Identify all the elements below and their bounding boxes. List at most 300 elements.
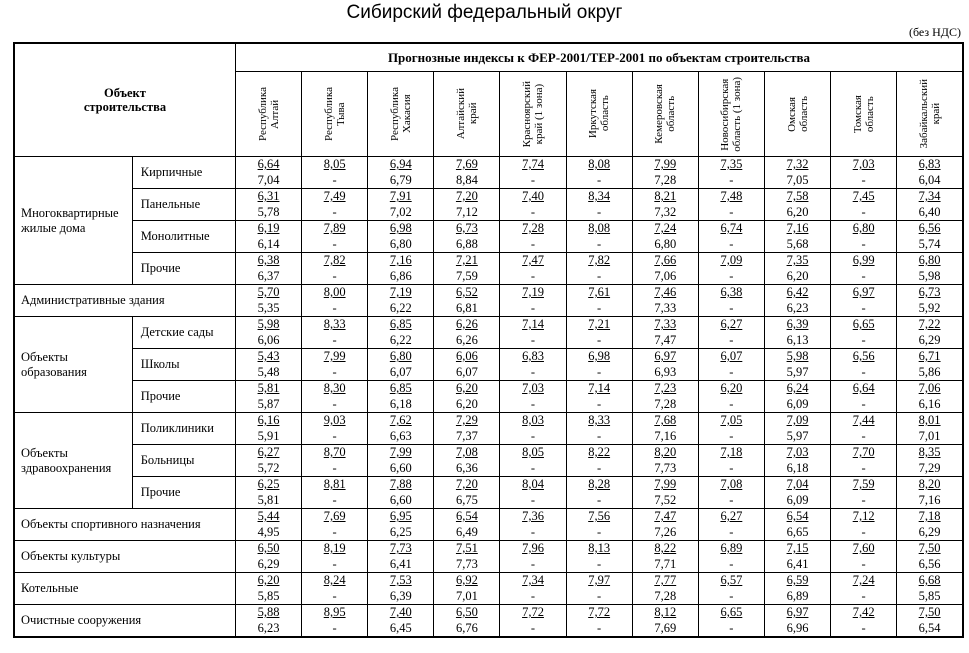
index-value-cell [500,509,566,541]
index-value-cell [566,573,632,605]
index-value-primary: 6,19 [257,221,280,235]
index-value-secondary: 5,97 [786,428,809,443]
index-value-cell [368,285,434,317]
group-header: Прогнозные индексы к ФЕР-2001/ТЕР-2001 по объектам строительства [235,43,963,72]
index-value-cell [698,381,764,413]
index-value-secondary: 6,75 [455,492,478,507]
index-value-secondary: - [861,460,866,475]
index-value-cell [235,317,301,349]
index-value-cell [764,221,830,253]
index-value-cell [566,285,632,317]
region-label: Алтайский край [454,88,479,140]
index-value-secondary: 6,80 [389,236,412,251]
index-value-secondary: 6,25 [389,524,412,539]
index-value-secondary: 6,63 [389,428,412,443]
index-value-secondary: - [597,620,602,635]
table-row [14,605,963,638]
index-value-cell [235,573,301,605]
index-value-secondary: 6,76 [455,620,478,635]
index-value-cell [897,509,963,541]
index-value-cell [500,445,566,477]
region-label: Кемеровская область [653,84,678,144]
category-cell: Объекты образования [14,317,132,413]
table-row [14,445,963,477]
index-value-primary: 8,00 [323,285,346,299]
index-value-cell [235,349,301,381]
index-value-cell [500,285,566,317]
index-value-cell [302,413,368,445]
index-value-secondary: - [729,428,734,443]
index-value-primary: 7,09 [720,253,743,267]
index-value-secondary: - [861,556,866,571]
index-value-secondary: 7,28 [654,396,677,411]
index-value-primary: 6,95 [389,509,412,523]
index-value-cell [368,413,434,445]
index-value-primary: 7,47 [654,509,677,523]
index-value-secondary: 4,95 [257,524,280,539]
index-value-primary: 7,35 [786,253,809,267]
index-value-cell [566,445,632,477]
index-value-cell [235,381,301,413]
index-value-secondary: 7,33 [654,300,677,315]
index-value-cell [764,509,830,541]
index-value-primary: 7,58 [786,189,809,203]
index-value-secondary: 7,28 [654,172,677,187]
index-value-secondary: 7,02 [389,204,412,219]
region-header [632,72,698,157]
index-value-primary: 7,19 [389,285,412,299]
index-value-cell [698,605,764,638]
index-value-secondary: 5,85 [918,588,941,603]
index-value-cell [831,285,897,317]
index-value-primary: 7,20 [455,189,478,203]
index-value-primary: 7,29 [455,413,478,427]
table-row [14,509,963,541]
index-value-cell [764,349,830,381]
index-value-cell [368,349,434,381]
index-value-primary: 8,95 [323,605,346,619]
index-value-cell [698,349,764,381]
index-value-primary: 8,01 [918,413,941,427]
index-value-cell [566,509,632,541]
index-value-primary: 7,61 [588,285,611,299]
index-value-cell [897,541,963,573]
index-value-secondary: 8,84 [455,172,478,187]
index-value-secondary: 6,81 [455,300,478,315]
index-value-secondary: 7,12 [455,204,478,219]
index-value-cell [302,189,368,221]
index-value-secondary: - [861,588,866,603]
index-value-primary: 7,53 [389,573,412,587]
index-value-primary: 6,27 [720,509,743,523]
index-value-secondary: 6,56 [918,556,941,571]
category-cell: Котельные [14,573,235,605]
index-value-secondary: - [729,556,734,571]
index-value-cell [764,189,830,221]
index-value-cell [235,221,301,253]
index-value-secondary: 5,98 [918,268,941,283]
index-value-primary: 6,80 [918,253,941,267]
index-value-primary: 7,08 [720,477,743,491]
index-value-cell [434,573,500,605]
index-value-primary: 6,50 [455,605,478,619]
index-value-secondary: - [729,204,734,219]
index-value-secondary: - [332,268,337,283]
index-value-primary: 7,62 [389,413,412,427]
index-value-primary: 7,21 [588,317,611,331]
index-value-cell [302,349,368,381]
index-value-secondary: 5,87 [257,396,280,411]
index-value-primary: 7,16 [786,221,809,235]
index-value-cell [566,253,632,285]
index-value-cell [368,221,434,253]
index-value-secondary: - [597,396,602,411]
index-value-primary: 6,73 [918,285,941,299]
index-value-primary: 7,21 [455,253,478,267]
index-value-primary: 7,08 [455,445,478,459]
index-value-primary: 7,35 [720,157,743,171]
index-value-primary: 8,13 [588,541,611,555]
index-value-cell [235,541,301,573]
table-row [14,573,963,605]
index-value-cell [302,477,368,509]
index-value-secondary: 6,65 [786,524,809,539]
index-value-primary: 7,44 [852,413,875,427]
index-value-cell [434,541,500,573]
index-value-primary: 7,20 [455,477,478,491]
region-header [500,72,566,157]
index-value-cell [434,381,500,413]
index-value-secondary: 6,13 [786,332,809,347]
index-value-cell [235,253,301,285]
index-value-secondary: - [530,492,536,507]
index-value-primary: 7,51 [455,541,478,555]
index-value-secondary: - [332,428,337,443]
index-value-secondary: 5,72 [257,460,280,475]
index-value-cell [698,445,764,477]
index-value-primary: 7,70 [852,445,875,459]
index-value-cell [368,509,434,541]
index-value-cell [302,605,368,638]
index-value-secondary: - [729,364,734,379]
index-value-secondary: - [530,588,536,603]
index-value-secondary: 6,07 [455,364,478,379]
index-value-secondary: 6,89 [786,588,809,603]
index-value-primary: 6,97 [654,349,677,363]
index-value-secondary: - [597,492,602,507]
index-value-cell [500,477,566,509]
index-value-secondary: - [597,460,602,475]
index-value-secondary: 7,01 [918,428,941,443]
index-value-primary: 7,03 [522,381,544,395]
index-value-primary: 8,34 [588,189,611,203]
index-value-secondary: 7,73 [654,460,677,475]
index-value-secondary: 5,97 [786,364,809,379]
index-value-cell [235,509,301,541]
index-value-primary: 7,74 [522,157,544,171]
index-value-cell [897,381,963,413]
index-value-secondary: 7,37 [455,428,478,443]
index-value-cell [831,221,897,253]
index-value-cell [368,445,434,477]
index-value-primary: 8,21 [654,189,677,203]
index-value-secondary: 5,91 [257,428,280,443]
index-value-cell [434,317,500,349]
index-value-secondary: - [861,204,866,219]
index-value-cell [500,413,566,445]
index-value-secondary: - [597,332,602,347]
index-value-primary: 6,54 [786,509,809,523]
index-value-primary: 6,38 [257,253,280,267]
index-value-primary: 7,99 [654,157,677,171]
subcategory-cell: Школы [132,349,235,381]
index-value-secondary: - [332,588,337,603]
index-value-primary: 6,20 [257,573,280,587]
index-value-cell [368,317,434,349]
index-value-cell [434,157,500,189]
index-value-secondary: 6,06 [257,332,280,347]
region-header [434,72,500,157]
region-label: Новосибирская область (1 зона) [719,76,744,152]
index-value-primary: 7,09 [786,413,809,427]
index-value-secondary: - [597,428,602,443]
index-value-cell [764,285,830,317]
index-value-secondary: 5,35 [257,300,280,315]
index-value-cell [500,189,566,221]
index-value-primary: 7,66 [654,253,677,267]
region-header [302,72,368,157]
index-value-cell [235,445,301,477]
index-value-primary: 8,04 [522,477,544,491]
index-value-secondary: - [530,620,536,635]
index-value-secondary: - [530,396,536,411]
index-value-primary: 7,18 [720,445,743,459]
index-value-secondary: 5,92 [918,300,941,315]
index-value-cell [500,221,566,253]
index-value-cell [302,573,368,605]
index-value-secondary: - [530,332,536,347]
index-value-primary: 6,07 [720,349,743,363]
index-value-cell [632,541,698,573]
index-value-secondary: - [597,556,602,571]
index-value-secondary: 6,07 [389,364,412,379]
index-value-cell [434,189,500,221]
index-value-primary: 5,44 [257,509,280,523]
index-value-primary: 5,98 [786,349,809,363]
index-value-cell [897,317,963,349]
index-value-cell [632,605,698,638]
index-value-secondary: 7,52 [654,492,677,507]
index-value-cell [632,221,698,253]
index-value-cell [831,381,897,413]
index-value-secondary: 6,49 [455,524,478,539]
index-value-secondary: - [597,172,602,187]
index-value-secondary: - [530,236,536,251]
subcategory-cell: Кирпичные [132,157,235,189]
index-value-secondary: - [530,172,536,187]
index-value-secondary: - [530,524,536,539]
index-value-secondary: 7,59 [455,268,478,283]
table-row [14,381,963,413]
index-value-cell [764,413,830,445]
index-value-primary: 7,24 [852,573,875,587]
index-value-cell [566,189,632,221]
index-value-secondary: 6,26 [455,332,478,347]
index-value-cell [500,349,566,381]
index-value-cell [897,221,963,253]
index-value-secondary: 6,93 [654,364,677,379]
index-value-primary: 7,99 [389,445,412,459]
index-value-primary: 7,45 [852,189,875,203]
index-value-primary: 6,94 [389,157,412,171]
index-value-secondary: 6,09 [786,396,809,411]
index-value-cell [698,413,764,445]
index-value-secondary: - [861,172,866,187]
index-value-secondary: - [861,620,866,635]
subcategory-cell: Поликлиники [132,413,235,445]
index-value-cell [500,381,566,413]
table-row [14,157,963,189]
index-value-secondary: 6,29 [257,556,280,571]
index-value-cell [632,413,698,445]
index-value-primary: 7,34 [918,189,941,203]
index-value-cell [764,541,830,573]
index-value-cell [368,189,434,221]
index-value-primary: 7,59 [852,477,875,491]
index-value-primary: 6,27 [257,445,280,459]
region-header [831,72,897,157]
index-value-secondary: 6,04 [918,172,941,187]
index-value-secondary: 6,23 [786,300,809,315]
subcategory-cell: Больницы [132,445,235,477]
index-value-secondary: 7,01 [455,588,478,603]
index-value-secondary: 6,29 [918,524,941,539]
index-value-primary: 5,43 [257,349,280,363]
index-value-cell [897,605,963,638]
index-value-cell [302,445,368,477]
index-value-primary: 8,03 [522,413,544,427]
index-value-primary: 7,46 [654,285,677,299]
index-value-primary: 6,24 [786,381,809,395]
index-value-cell [434,253,500,285]
index-value-secondary: 7,73 [455,556,478,571]
index-value-secondary: 7,16 [654,428,677,443]
index-value-primary: 7,12 [852,509,875,523]
index-value-primary: 6,68 [918,573,941,587]
index-value-primary: 7,60 [852,541,875,555]
index-value-cell [434,605,500,638]
index-value-primary: 7,69 [323,509,346,523]
region-label: Томская область [851,94,876,134]
index-value-cell [434,445,500,477]
index-value-primary: 6,85 [389,317,412,331]
index-value-cell [434,509,500,541]
index-value-cell [764,317,830,349]
index-value-primary: 8,12 [654,605,677,619]
index-value-cell [434,477,500,509]
index-value-secondary: 6,20 [786,268,809,283]
index-value-secondary: - [597,524,602,539]
index-value-primary: 7,14 [522,317,544,331]
subcategory-cell: Детские сады [132,317,235,349]
region-label: Забайкальский край [917,79,942,149]
index-value-secondary: 5,78 [257,204,280,219]
index-value-secondary: 6,14 [257,236,280,251]
index-value-secondary: 5,48 [257,364,280,379]
index-value-cell [566,477,632,509]
index-value-cell [632,157,698,189]
object-column-label: Объект строительства [83,86,167,114]
index-value-secondary: 6,16 [918,396,941,411]
index-value-cell [302,221,368,253]
index-value-cell [632,189,698,221]
table-body [14,157,963,638]
index-value-primary: 8,20 [654,445,677,459]
region-label: Красноярский край (1 зона) [521,80,545,148]
index-value-cell [698,157,764,189]
category-cell: Объекты здравоохранения [14,413,132,509]
index-value-secondary: - [861,364,866,379]
index-value-secondary: 6,60 [389,460,412,475]
index-value-secondary: - [729,236,734,251]
index-value-cell [831,445,897,477]
category-cell: Административные здания [14,285,235,317]
index-value-secondary: - [729,268,734,283]
index-value-primary: 7,40 [389,605,412,619]
index-value-primary: 7,56 [588,509,611,523]
index-value-secondary: - [861,300,866,315]
index-value-cell [632,445,698,477]
index-value-primary: 7,50 [918,541,941,555]
index-value-secondary: 6,86 [389,268,412,283]
index-value-primary: 7,24 [654,221,677,235]
index-value-primary: 7,06 [918,381,941,395]
index-value-secondary: - [332,172,337,187]
index-value-cell [698,253,764,285]
index-value-secondary: - [530,364,536,379]
index-value-cell [897,413,963,445]
index-value-primary: 6,99 [852,253,875,267]
subcategory-cell: Панельные [132,189,235,221]
index-value-cell [698,285,764,317]
index-value-primary: 8,28 [588,477,611,491]
index-value-secondary: 6,09 [786,492,809,507]
index-value-primary: 6,50 [257,541,280,555]
index-value-secondary: - [530,204,536,219]
index-value-secondary: - [729,460,734,475]
index-value-primary: 6,65 [852,317,875,331]
index-value-secondary: - [332,204,337,219]
index-value-primary: 6,59 [786,573,809,587]
index-value-primary: 7,14 [588,381,611,395]
index-value-cell [566,317,632,349]
index-value-secondary: 6,88 [455,236,478,251]
index-value-cell [897,189,963,221]
index-value-secondary: 6,60 [389,492,412,507]
index-value-primary: 7,99 [654,477,677,491]
index-value-cell [831,349,897,381]
index-value-cell [897,253,963,285]
index-value-cell [302,509,368,541]
index-value-primary: 6,56 [918,221,941,235]
region-header [368,72,434,157]
index-value-primary: 6,74 [720,221,743,235]
index-value-primary: 7,88 [389,477,412,491]
index-value-secondary: - [597,268,602,283]
index-value-cell [698,221,764,253]
index-value-primary: 6,89 [720,541,743,555]
index-value-cell [632,349,698,381]
